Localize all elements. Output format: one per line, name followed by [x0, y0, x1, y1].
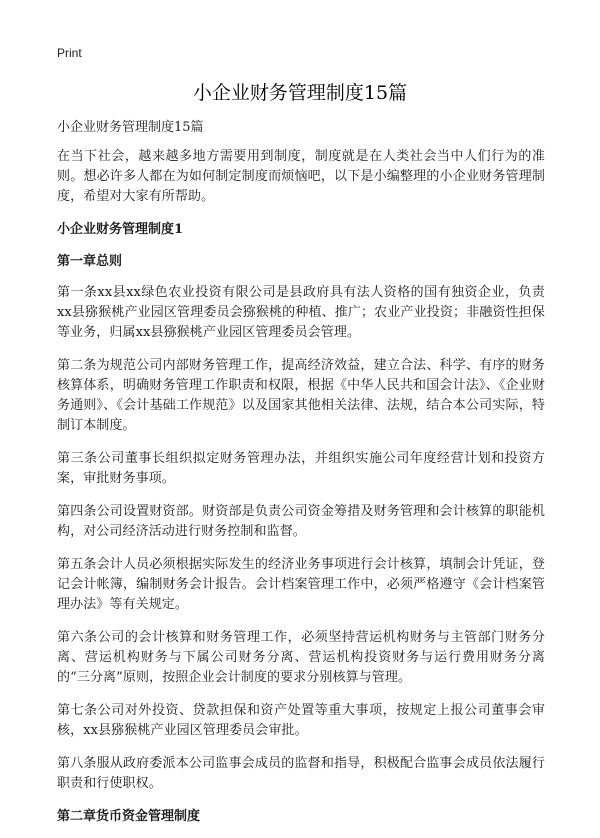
- article-paragraph-3: 第三条公司董事长组织拟定财务管理办法，并组织实施公司年度经营计划和投资方案，审批财务事项。: [57, 451, 545, 486]
- page-title: 小企业财务管理制度15篇: [192, 82, 408, 104]
- print-link[interactable]: Print: [57, 46, 82, 60]
- chapter-heading-2: 第二章货币资金管理制度: [57, 809, 201, 824]
- chapter-heading: 第一章总则: [57, 254, 123, 269]
- article-paragraph-8: 第八条服从政府委派本公司监事会成员的监督和指导，积极配合监事会成员依法履行职责和行使职权。: [57, 756, 545, 791]
- article-paragraph-6: 第六条公司的会计核算和财务管理工作，必须坚持营运机构财务与主管部门财务分离、营运机构财务与下属公司财务分离、营运机构投资财务与运行费用财务分离的“三分离”原则，按照企业会计制度的要求分别核算与管理。: [57, 630, 545, 685]
- article-paragraph-2: 第二条为规范公司内部财务管理工作，提高经济效益，建立合法、科学、有序的财务核算体系，明确财务管理工作职责和权限，根据《中华人民共和国会计法》、《企业财务通则》、《会计基础工作规范》以及国家其他相关法律、法规，结合本公司实际，特制订本制度。: [57, 358, 545, 433]
- intro-paragraph: 在当下社会，越来越多地方需要用到制度，制度就是在人类社会当中人们行为的准则。想必许多人都在为如何制定制度而烦恼吧，以下是小编整理的小企业财务管理制度，希望对大家有所帮助。: [57, 149, 545, 204]
- article-paragraph-7: 第七条公司对外投资、贷款担保和资产处置等重大事项，按规定上报公司董事会审核，xx县猕猴桃产业园区管理委员会审批。: [57, 703, 545, 738]
- article-paragraph-1: 第一条xx县xx绿色农业投资有限公司是县政府具有法人资格的国有独资企业，负责xx县猕猴桃产业园区管理委员会猕猴桃的种植、推广；农业产业投资；非融资性担保等业务，归属xx县猕猴桃产业园区管理委员会管理。: [57, 285, 545, 340]
- document-body: [57, 118, 545, 838]
- article-paragraph-5: 第五条会计人员必须根据实际发生的经济业务事项进行会计核算，填制会计凭证，登记会计帐簿，编制财务会计报告。会计档案管理工作中，必须严格遵守《会计档案管理办法》等有关规定。: [57, 557, 545, 612]
- section-heading: 小企业财务管理制度1: [57, 222, 184, 237]
- article-paragraph-4: 第四条公司设置财资部。财资部是负责公司资金筹措及财务管理和会计核算的职能机构，对公司经济活动进行财务控制和监督。: [57, 504, 545, 539]
- document-subtitle: 小企业财务管理制度15篇: [57, 120, 204, 135]
